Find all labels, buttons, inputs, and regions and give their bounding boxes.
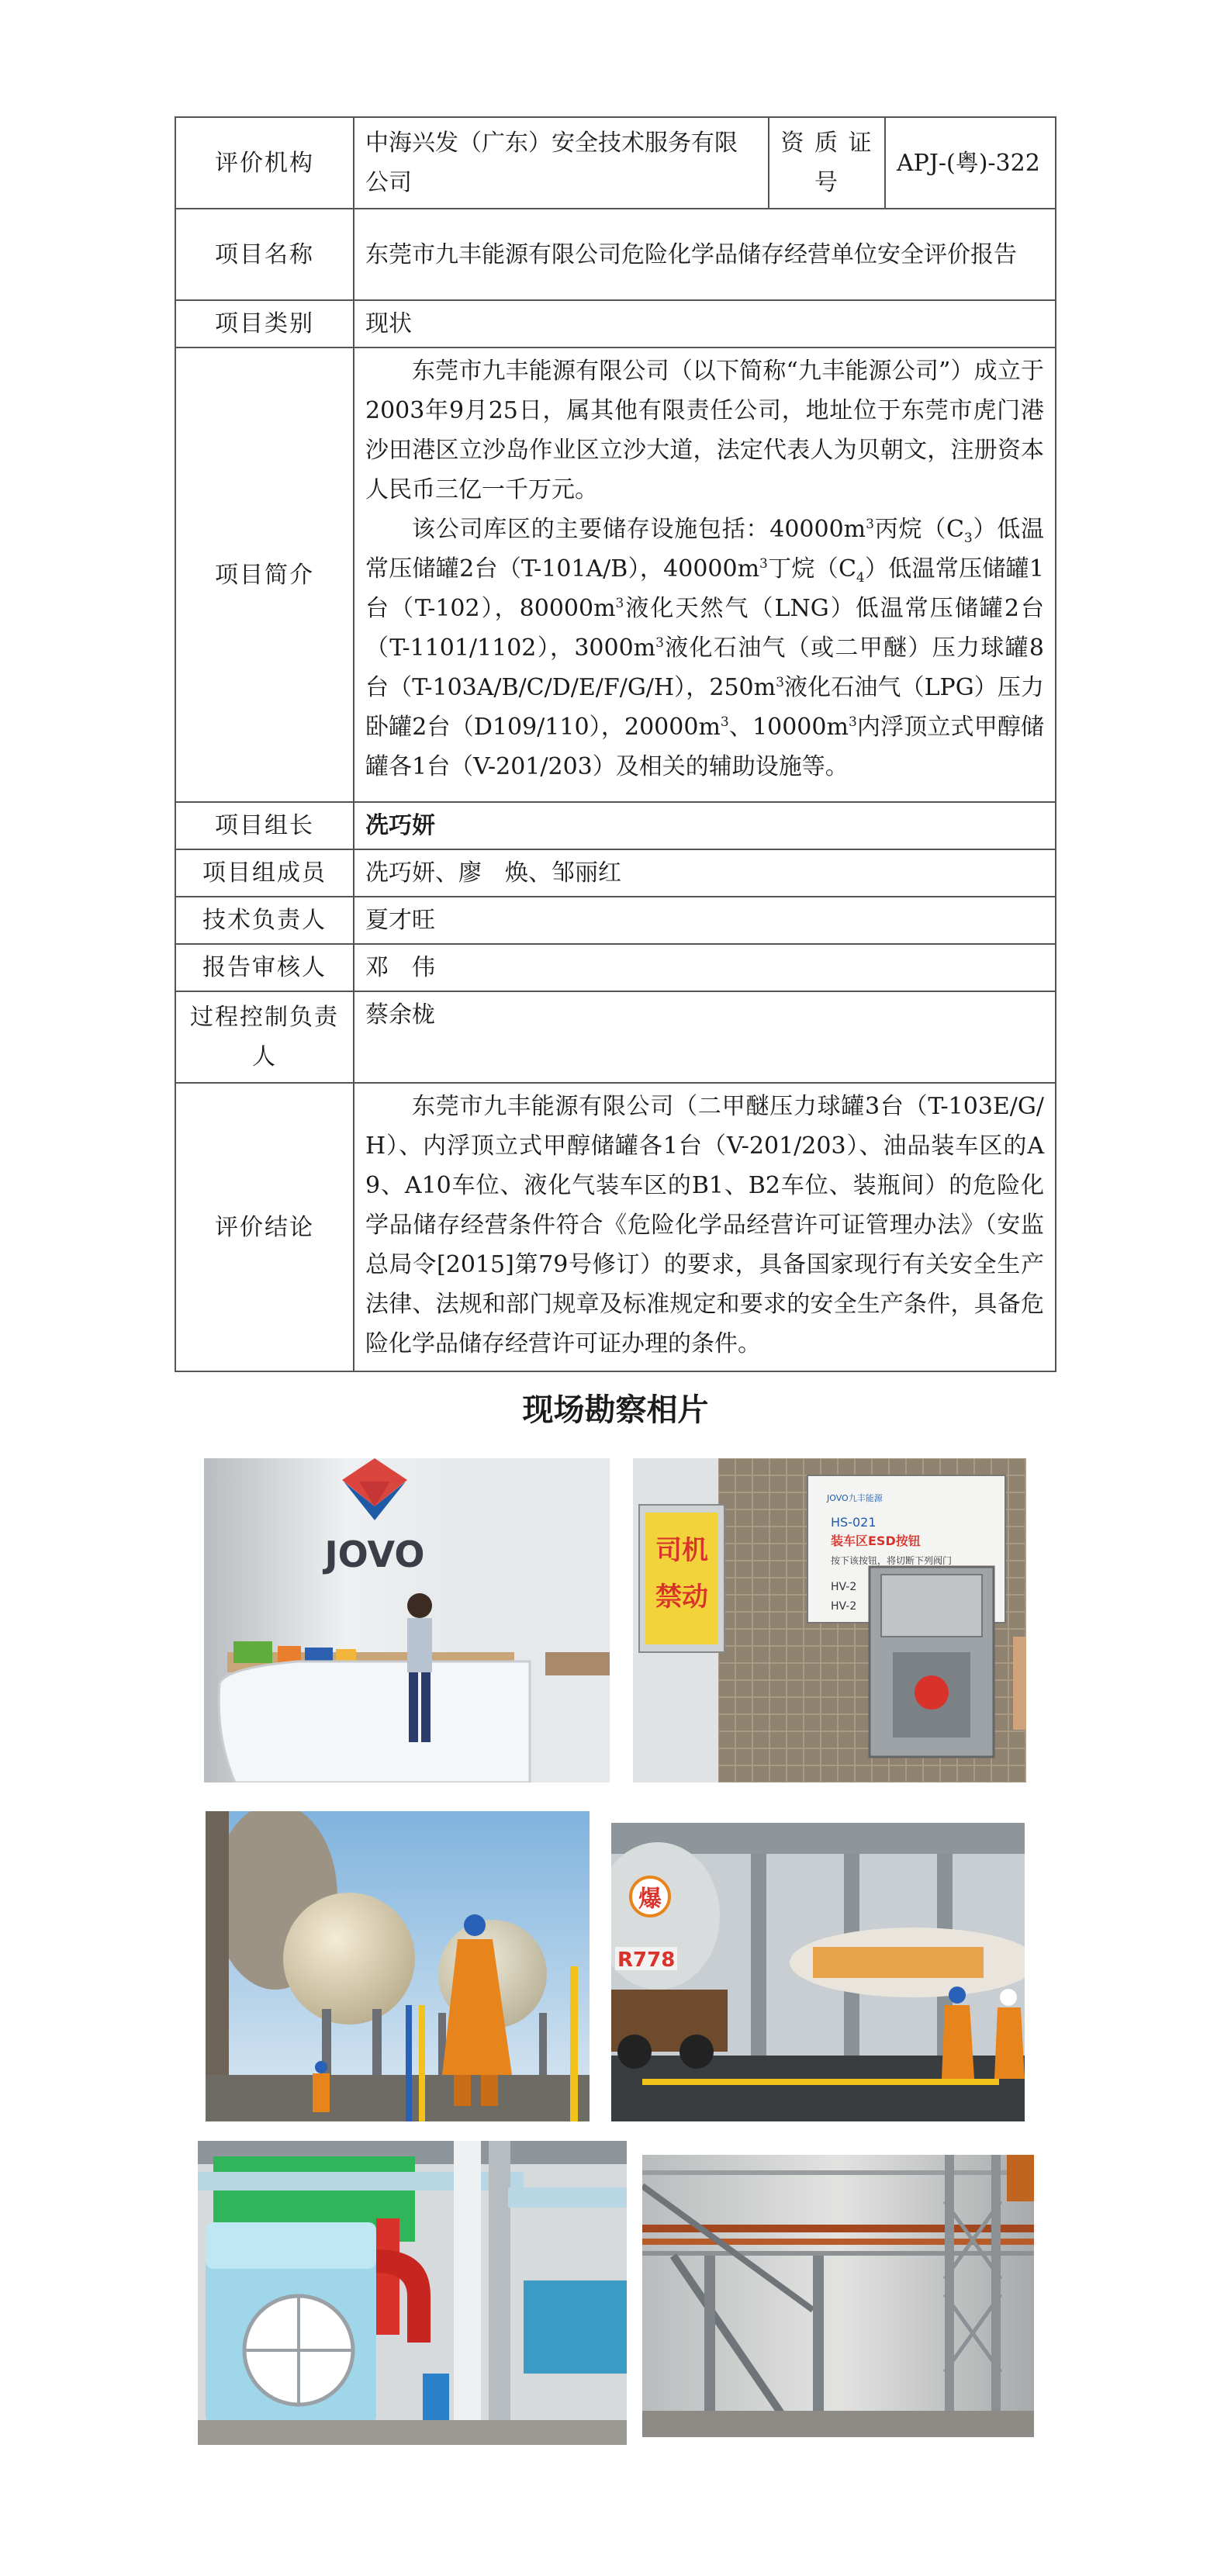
intro-paragraph-2: 该公司库区的主要储存设施包括：$40000m^3$丙烷$(C_3)$低温常压储罐2台（T-101A/B），$40000m^3$丁烷$(C_4)$低温常压储罐1台（T-102），$80000m^3$液化天然气（LNG）低温常压储罐2台（T-1101/1102），$3000m^3$液化石油气（或二甲醚）压力球罐8台（T-103A/B/C/D/E/F/G/H），$250m^3$液化石油气（LPG）压力卧罐2台（D109/110），$20000m^3$、$10000m^3$内浮顶立式甲醇储罐各1台（V-201/203）及相关的辅助设施等。 [365,516,1045,780]
photo-pipe-rack-image [642,2155,1034,2437]
leader-label: 项目组长 [175,802,354,849]
intro-label: 项目简介 [175,348,354,802]
row-review [175,944,1056,991]
photo-machinery [198,2141,627,2445]
plate-hv-2: HV-2 [831,1600,857,1613]
photos-title: 现场勘察相片 [522,1392,709,1428]
members-label: 项目组成员 [175,849,354,897]
photo-machinery-image [198,2141,627,2445]
type-value: 现状 [354,300,1056,348]
tech-value: 夏才旺 [354,897,1056,944]
tech-label: 技术负责人 [175,897,354,944]
cert-label: 资 质 证 号 [769,117,885,209]
intro-value [354,348,1056,802]
plate-brand: JOVO九丰能源 [827,1493,883,1503]
row-name [175,209,1056,300]
photo-esd-button-image [633,1458,1026,1782]
process-label: 过程控制负责人 [175,991,354,1083]
name-label: 项目名称 [175,209,354,300]
row-leader [175,802,1056,849]
conclusion-value [354,1083,1056,1371]
evaluation-table [175,116,1056,1372]
row-org [175,117,1056,209]
truck-plate: R778 [617,1948,676,1972]
plate-hv-1: HV-2 [831,1581,857,1593]
photo-pipe-rack [642,2155,1034,2437]
row-tech [175,897,1056,944]
sign-text-2: 禁动 [655,1582,708,1613]
intro-paragraph-1: 东莞市九丰能源有限公司（以下简称“九丰能源公司”）成立于2003年9月25日，属其他有限责任公司，地址位于东莞市虎门港沙田港区立沙岛作业区立沙大道，法定代表人为贝朝文，注册资本人民币三亿一千万元。 [365,358,1044,503]
review-value: 邓 伟 [354,944,1056,991]
review-label: 报告审核人 [175,944,354,991]
photo-spherical-tanks [206,1811,590,2121]
plate-code: HS-021 [831,1515,877,1530]
cert-value: APJ-(粤)-322 [885,117,1056,209]
row-type [175,300,1056,348]
emergency-stop-icon [915,1675,949,1710]
hazard-text: 爆 [638,1886,662,1913]
row-intro [175,348,1056,802]
process-value: 蔡余栊 [354,991,1056,1083]
conclusion-paragraph: 东莞市九丰能源有限公司（二甲醚压力球罐3台（T-103E/G/H）、内浮顶立式甲醇储罐各1台（V-201/203）、油品装车区的A9、A10车位、液化气装车区的B1、B2车位、装瓶间）的危险化学品储存经营条件符合《危险化学品经营许可证管理办法》（安监总局令[2015]第79号修订）的要求，具备国家现行有关安全生产法律、法规和部门规章及标准规定和要求的安全生产条件，具备危险化学品储存经营许可证办理的条件。 [365,1093,1044,1357]
photo-lobby-image [204,1458,610,1782]
members-value: 冼巧妍、廖 焕、邹丽红 [354,849,1056,897]
sign-text-1: 司机 [655,1535,708,1566]
type-label: 项目类别 [175,300,354,348]
org-value: 中海兴发（广东）安全技术服务有限公司 [354,117,769,209]
leader-value: 冼巧妍 [354,802,1056,849]
photo-spherical-tanks-image [206,1811,590,2121]
org-label: 评价机构 [175,117,354,209]
photo-lobby [204,1458,610,1782]
row-conclusion [175,1083,1056,1371]
photo-esd-button [633,1458,1026,1782]
hard-hat-icon [464,1914,486,1936]
jovo-logo-text: JOVO [324,1533,425,1575]
photo-loading-station-image [611,1823,1025,2121]
row-process [175,991,1056,1083]
plate-title: 装车区ESD按钮 [831,1533,921,1548]
name-value: 东莞市九丰能源有限公司危险化学品储存经营单位安全评价报告 [354,209,1056,300]
conclusion-label: 评价结论 [175,1083,354,1371]
photo-loading-station [611,1823,1025,2121]
plate-line: 按下该按钮，将切断下列阀门 [831,1555,953,1566]
row-members [175,849,1056,897]
